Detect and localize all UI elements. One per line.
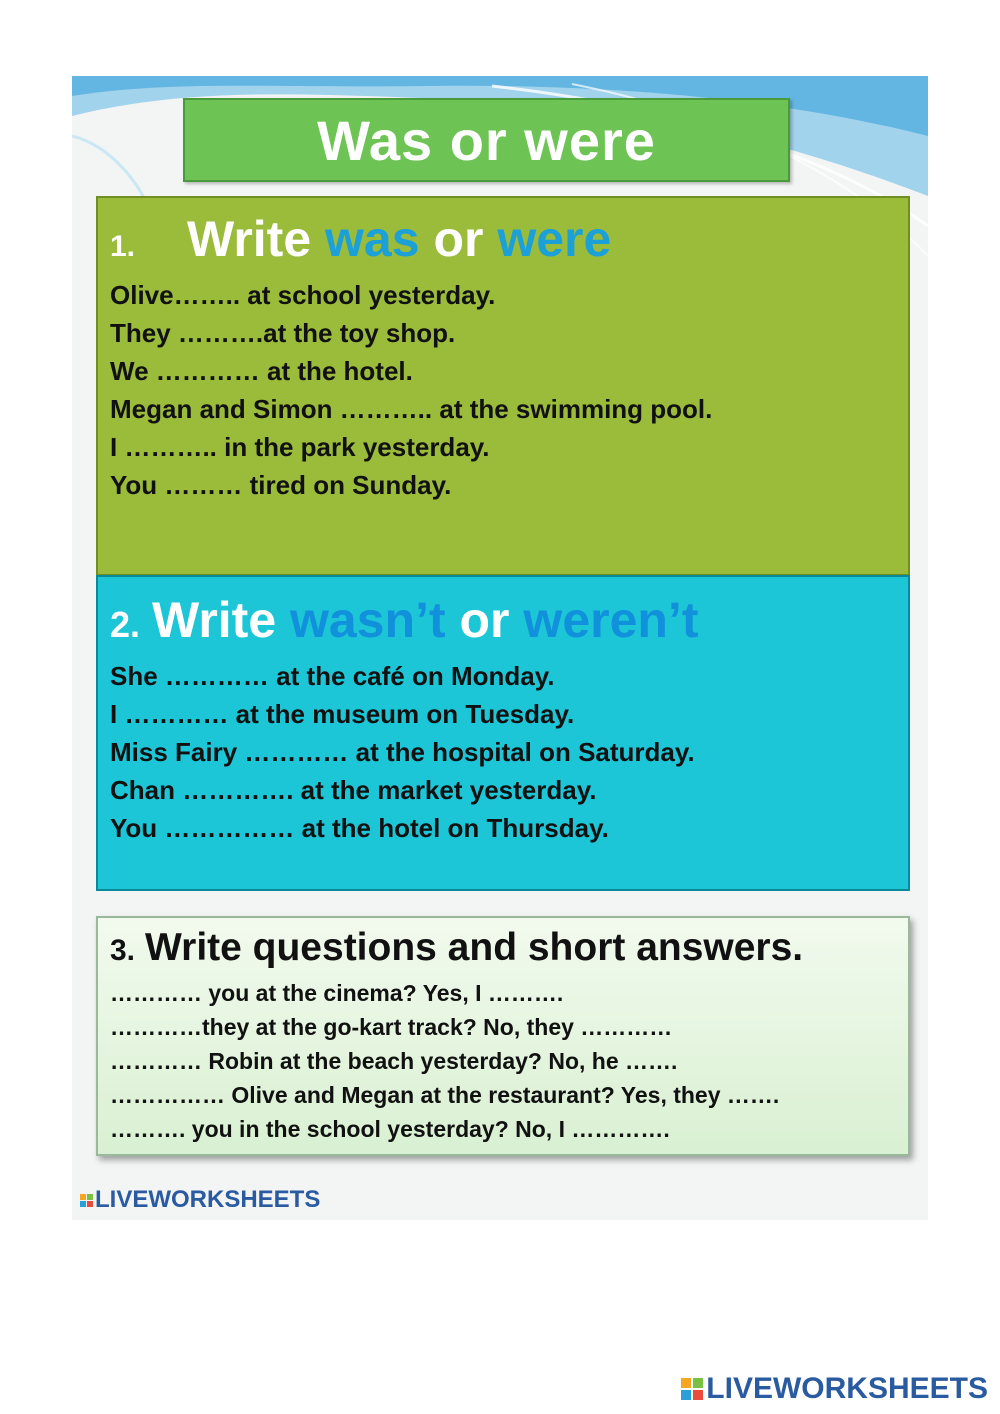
sentence-item: I ……….. in the park yesterday. bbox=[110, 432, 490, 462]
sentence-item: You …………… at the hotel on Thursday. bbox=[110, 813, 609, 843]
sentence-item: I ………… at the museum on Tuesday. bbox=[110, 699, 575, 729]
section-2-number: 2. bbox=[110, 604, 141, 645]
question-item: ………… you at the cinema? Yes, I ………. bbox=[110, 980, 564, 1006]
section-2 bbox=[96, 575, 910, 891]
section-2-sentences bbox=[110, 657, 695, 847]
logo-text: LIVEWORKSHEETS bbox=[95, 1186, 321, 1213]
section-3-questions bbox=[110, 976, 779, 1146]
title-banner bbox=[183, 98, 790, 182]
liveworksheets-logo-inner bbox=[80, 1186, 320, 1214]
section-2-heading: 2. Write wasn’t or weren’t bbox=[110, 592, 699, 648]
sentence-item: Miss Fairy ………… at the hospital on Saturday. bbox=[110, 737, 695, 767]
section-1-sentences bbox=[110, 276, 712, 504]
logo-text: LIVEWORKSHEETS bbox=[706, 1372, 988, 1405]
sentence-item: She ………… at the café on Monday. bbox=[110, 661, 555, 691]
sentence-item: We ………… at the hotel. bbox=[110, 356, 413, 386]
section-1-heading: 1. Write was or were bbox=[110, 211, 612, 267]
sentence-item: Chan …………. at the market yesterday. bbox=[110, 775, 597, 805]
sentence-item: Megan and Simon ……….. at the swimming pool. bbox=[110, 394, 713, 424]
logo-blocks-icon bbox=[80, 1194, 93, 1207]
logo-blocks-icon bbox=[681, 1378, 703, 1400]
question-item: ………… Robin at the beach yesterday? No, he ……. bbox=[110, 1048, 678, 1074]
section-3 bbox=[96, 916, 910, 1156]
sentence-item: Olive…….. at school yesterday. bbox=[110, 280, 496, 310]
section-3-number: 3. bbox=[110, 934, 136, 967]
section-1 bbox=[96, 196, 910, 576]
question-item: …………… Olive and Megan at the restaurant? Yes, they ……. bbox=[110, 1082, 780, 1108]
section-3-heading: 3. Write questions and short answers. bbox=[110, 926, 804, 969]
liveworksheets-logo[interactable] bbox=[681, 1372, 988, 1406]
question-item: …………they at the go-kart track? No, they ………… bbox=[110, 1014, 673, 1040]
sentence-item: You ……… tired on Sunday. bbox=[110, 470, 452, 500]
sentence-item: They ……….at the toy shop. bbox=[110, 318, 456, 348]
question-item: ………. you in the school yesterday? No, I …………. bbox=[110, 1116, 670, 1142]
worksheet-page bbox=[72, 76, 928, 1220]
worksheet-title: Was or were bbox=[317, 108, 656, 172]
section-1-number: 1. bbox=[110, 230, 136, 263]
